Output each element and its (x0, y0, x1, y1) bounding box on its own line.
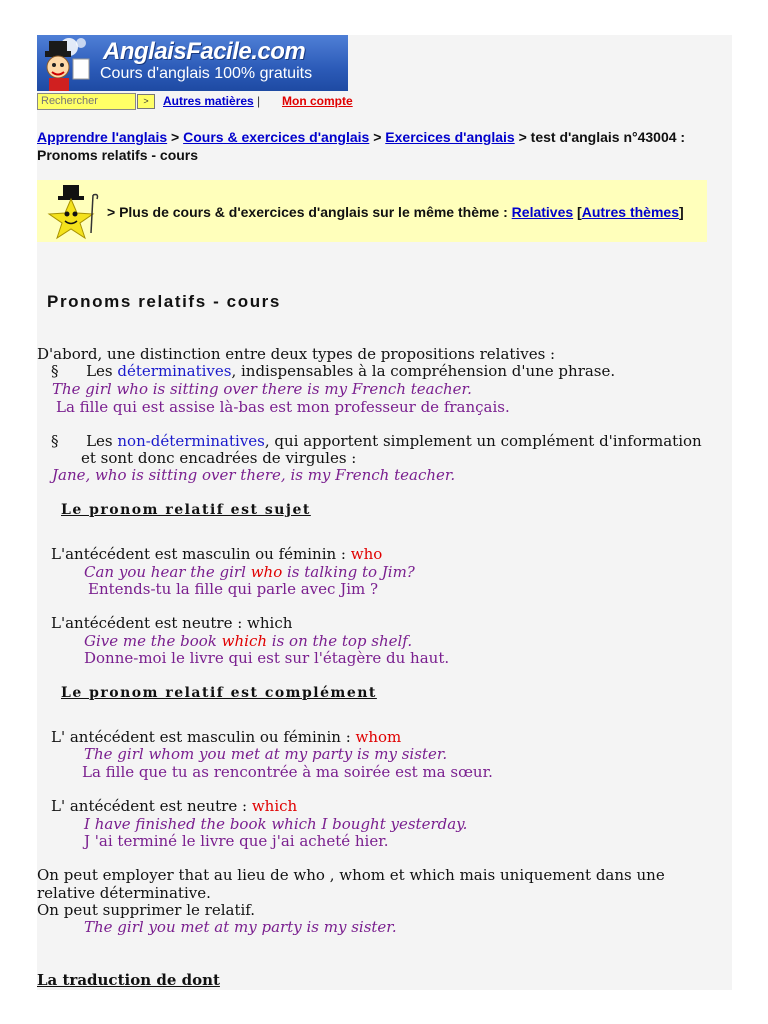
example-sentence: I have finished the book which I bought yesterday. (84, 815, 468, 833)
breadcrumb-current: test d'anglais n°43004 : (530, 129, 686, 145)
breadcrumb-sep: > (518, 129, 527, 145)
rule-label: L' antécédent est neutre : (51, 797, 248, 815)
breadcrumb-sep: > (373, 129, 382, 145)
note-text: relative déterminative. (37, 884, 211, 902)
bracket: [ (577, 204, 582, 220)
determinative-term: déterminatives (117, 362, 232, 380)
determinative-desc: , indispensables à la compréhension d'une phrase. (231, 362, 616, 380)
keyword: whom (355, 728, 402, 746)
rule-line (51, 728, 401, 746)
breadcrumb-exercises[interactable]: Exercices d'anglais (385, 129, 515, 145)
banner-text (107, 204, 684, 220)
bracket: ] (678, 204, 684, 220)
keyword: which (251, 797, 298, 815)
rule-line: L'antécédent est neutre : which (51, 614, 293, 632)
translation-sentence: Donne-moi le livre qui est sur l'étagère du haut. (84, 649, 450, 667)
translation-sentence: J 'ai terminé le livre que j'ai acheté hier. (84, 832, 389, 850)
determinative-line (51, 362, 615, 380)
example-sentence: The girl whom you met at my party is my sister. (84, 745, 448, 763)
les-label: Les (86, 362, 113, 380)
rule-line (51, 545, 382, 563)
nav-separator: | (257, 94, 261, 108)
search-input[interactable]: Rechercher (37, 93, 136, 110)
translation-sentence: La fille que tu as rencontrée à ma soirée est ma sœur. (82, 763, 493, 781)
example-part: is talking to Jim? (287, 563, 415, 581)
search-button[interactable]: > (137, 94, 155, 109)
other-themes-link[interactable]: Autres thèmes (581, 204, 679, 220)
example-sentence (84, 632, 412, 650)
rule-label: L' antécédent est masculin ou féminin : (51, 728, 351, 746)
other-subjects-link[interactable]: Autres matières (163, 94, 254, 108)
intro-text: D'abord, une distinction entre deux types de propositions relatives : (37, 345, 556, 363)
breadcrumb-learn-english[interactable]: Apprendre l'anglais (37, 129, 168, 145)
note-text: On peut supprimer le relatif. (37, 901, 256, 919)
breadcrumb (37, 129, 685, 145)
bullet: § (51, 362, 59, 380)
example-sentence: Jane, who is sitting over there, is my French teacher. (52, 466, 456, 484)
bullet: § (51, 432, 59, 450)
rule-label: L'antécédent est masculin ou féminin : (51, 545, 346, 563)
translation-sentence: Entends-tu la fille qui parle avec Jim ? (88, 580, 379, 598)
note-text: On peut employer that au lieu de who , whom et which mais uniquement dans une (37, 866, 665, 884)
example-part: is on the top shelf. (271, 632, 413, 650)
example-sentence: The girl who is sitting over there is my French teacher. (52, 380, 472, 398)
theme-banner (37, 180, 707, 242)
page-container (37, 35, 732, 990)
site-logo[interactable] (37, 35, 348, 91)
breadcrumb-courses[interactable]: Cours & exercices d'anglais (183, 129, 370, 145)
rule-line (51, 797, 297, 815)
logo-subtitle: Cours d'anglais 100% gratuits (100, 65, 313, 82)
nondeterminative-line (51, 432, 702, 450)
section-dont-heading: La traduction de dont (37, 971, 220, 989)
relatives-link[interactable]: Relatives (511, 204, 574, 220)
les-label: Les (86, 432, 113, 450)
keyword: who (250, 563, 283, 581)
mascot-icon (39, 37, 101, 91)
nondeterminative-term: non-déterminatives (117, 432, 265, 450)
banner-label: > Plus de cours & d'exercices d'anglais sur le même thème : (107, 204, 508, 220)
nondeterminative-desc: , qui apportent simplement un complément d'information (264, 432, 702, 450)
example-sentence: The girl you met at my party is my sister. (84, 918, 397, 936)
lesson-title: Pronoms relatifs - cours (47, 292, 281, 311)
star-mascot-icon (47, 183, 101, 241)
page-subtitle: Pronoms relatifs - cours (37, 147, 199, 163)
section-complement-heading: Le pronom relatif est complément (61, 685, 377, 701)
example-part: Can you hear the girl (84, 563, 246, 581)
example-sentence (84, 563, 415, 581)
example-part: Give me the book (84, 632, 217, 650)
nondeterminative-desc-2: et sont donc encadrées de virgules : (81, 449, 357, 467)
section-subject-heading: Le pronom relatif est sujet (61, 502, 311, 518)
logo-title: AnglaisFacile.com (103, 38, 306, 65)
keyword: which (221, 632, 267, 650)
my-account-link[interactable]: Mon compte (282, 94, 353, 108)
translation-sentence: La fille qui est assise là-bas est mon professeur de français. (56, 398, 510, 416)
breadcrumb-sep: > (171, 129, 180, 145)
keyword: who (350, 545, 383, 563)
